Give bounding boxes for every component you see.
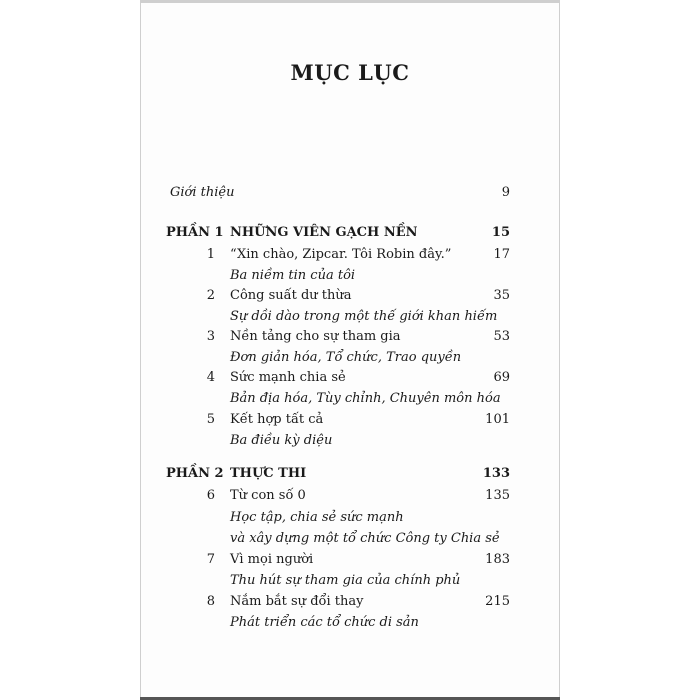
- chapter-4-subtitle: Bản địa hóa, Tùy chỉnh, Chuyên môn hóa: [230, 391, 501, 406]
- chapter-1-subtitle: Ba niềm tin của tôi: [230, 268, 356, 283]
- toc-entry-intro: [0, 185, 700, 207]
- chapter-8-page: 215: [485, 594, 510, 609]
- chapter-1-title: “Xin chào, Zipcar. Tôi Robin đây.”: [230, 247, 452, 262]
- toc-chapter-1: [0, 247, 700, 269]
- toc-chapter-3: [0, 329, 700, 351]
- chapter-3-title: Nền tảng cho sự tham gia: [230, 329, 401, 344]
- toc-chapter-4: [0, 370, 700, 392]
- chapter-5-subtitle: Ba điều kỳ diệu: [230, 433, 333, 448]
- toc-chapter-6-subtitle-2: [0, 531, 700, 553]
- toc-title: MỤC LỤC: [290, 60, 410, 85]
- chapter-5-number: 5: [206, 412, 215, 427]
- chapter-7-page: 183: [485, 552, 510, 567]
- part-2-label: PHẦN 2: [166, 466, 224, 481]
- chapter-6-page: 135: [485, 488, 510, 503]
- chapter-7-subtitle: Thu hút sự tham gia của chính phủ: [230, 573, 461, 588]
- chapter-2-title: Công suất dư thừa: [230, 288, 352, 303]
- chapter-2-number: 2: [206, 288, 215, 303]
- toc-part-2: [0, 466, 700, 488]
- chapter-1-page: 17: [493, 247, 510, 262]
- chapter-8-number: 8: [206, 594, 215, 609]
- toc-chapter-2: [0, 288, 700, 310]
- chapter-6-number: 6: [206, 488, 215, 503]
- chapter-6-subtitle-2: và xây dựng một tổ chức Công ty Chia sẻ: [230, 531, 500, 546]
- chapter-6-title: Từ con số 0: [230, 488, 306, 503]
- toc-chapter-3-subtitle: [0, 350, 700, 372]
- chapter-3-page: 53: [493, 329, 510, 344]
- chapter-7-number: 7: [206, 552, 215, 567]
- chapter-1-number: 1: [206, 247, 215, 262]
- part-1-page: 15: [491, 225, 510, 240]
- part-1-label: PHẦN 1: [166, 225, 224, 240]
- chapter-4-number: 4: [206, 370, 215, 385]
- chapter-3-subtitle: Đơn giản hóa, Tổ chức, Trao quyền: [230, 350, 462, 365]
- toc-chapter-7-subtitle: [0, 573, 700, 595]
- page-edge-top: [140, 0, 560, 3]
- intro-page: 9: [501, 185, 510, 200]
- toc-chapter-5: [0, 412, 700, 434]
- toc-chapter-4-subtitle: [0, 391, 700, 413]
- chapter-8-title: Nắm bắt sự đổi thay: [230, 594, 364, 609]
- toc-chapter-6-subtitle: [0, 510, 700, 532]
- toc-chapter-8-subtitle: [0, 615, 700, 637]
- chapter-7-title: Vì mọi người: [230, 552, 314, 567]
- intro-label: Giới thiệu: [170, 185, 235, 200]
- toc-chapter-7: [0, 552, 700, 574]
- part-1-title: NHỮNG VIÊN GẠCH NỀN: [230, 225, 418, 240]
- toc-chapter-2-subtitle: [0, 309, 700, 331]
- chapter-4-title: Sức mạnh chia sẻ: [230, 370, 346, 385]
- toc-chapter-6: [0, 488, 700, 510]
- chapter-2-page: 35: [493, 288, 510, 303]
- toc-part-1: [0, 225, 700, 247]
- chapter-6-subtitle: Học tập, chia sẻ sức mạnh: [230, 510, 404, 525]
- toc-chapter-1-subtitle: [0, 268, 700, 290]
- toc-chapter-5-subtitle: [0, 433, 700, 455]
- chapter-5-page: 101: [485, 412, 510, 427]
- chapter-4-page: 69: [493, 370, 510, 385]
- chapter-2-subtitle: Sự dồi dào trong một thế giới khan hiếm: [230, 309, 498, 324]
- chapter-5-title: Kết hợp tất cả: [230, 412, 324, 427]
- part-2-title: THỰC THI: [230, 466, 307, 481]
- chapter-8-subtitle: Phát triển các tổ chức di sản: [230, 615, 419, 630]
- part-2-page: 133: [482, 466, 510, 481]
- toc-chapter-8: [0, 594, 700, 616]
- chapter-3-number: 3: [206, 329, 215, 344]
